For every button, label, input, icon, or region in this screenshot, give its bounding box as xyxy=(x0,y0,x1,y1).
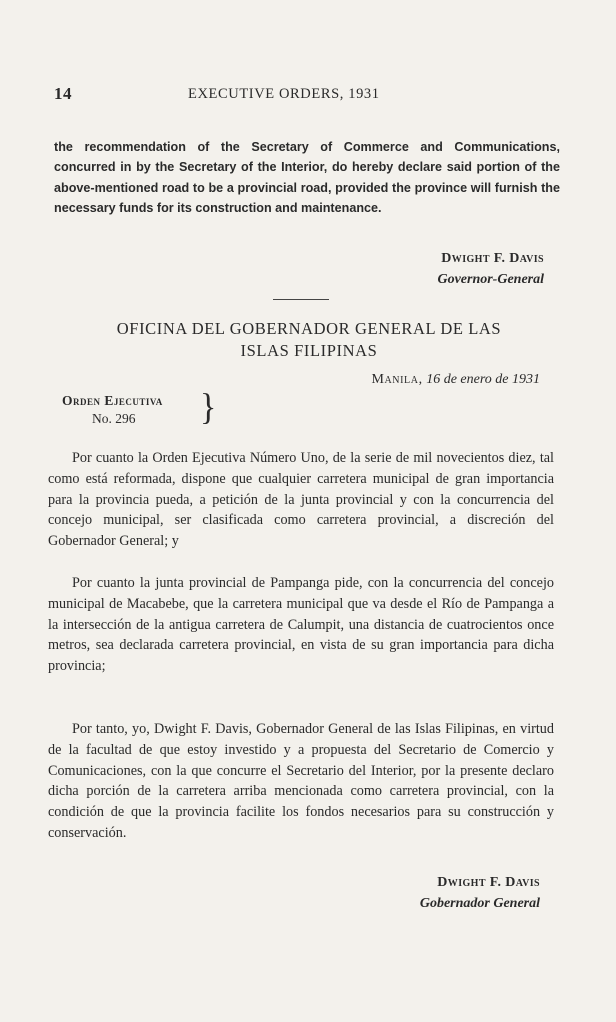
english-signature-name: Dwight F. Davis xyxy=(441,251,544,266)
page-number: 14 xyxy=(54,84,72,103)
place: Manila, xyxy=(371,372,423,387)
office-heading-line-1: OFICINA DEL GOBERNADOR GENERAL DE LAS xyxy=(116,319,502,338)
date: 16 de enero de 1931 xyxy=(426,372,540,387)
english-signature-title: Governor-General xyxy=(437,272,544,287)
order-brace: } xyxy=(200,387,217,428)
order-number: No. 296 xyxy=(92,411,136,426)
spanish-signature-title: Gobernador General xyxy=(419,896,540,911)
order-title: Orden Ejecutiva xyxy=(62,393,163,408)
english-paragraph: the recommendation of the Secretary of Commerce and Communications, concurred in by the Secretary of the Interior, do hereby declare said portion of the above-mentioned road to be a provincial road, provided the province will furnish the necessary funds for its construction and maintenance. xyxy=(54,139,560,216)
english-signature-block xyxy=(437,248,544,290)
office-heading xyxy=(54,318,564,362)
section-divider xyxy=(273,299,329,300)
spanish-signature-name: Dwight F. Davis xyxy=(437,875,540,890)
spanish-paragraph-1: Por cuanto la Orden Ejecutiva Número Uno, de la serie de mil novecientos diez, tal como está reformada, dispone que cualquier carretera municipal de gran importancia para la provincia pueda, a petición de la junta provincial y con la concurrencia del concejo municipal, ser clasificada como carretera provincial, a discreción del Gobernador General; y xyxy=(48,450,554,549)
order-label xyxy=(62,392,163,428)
running-title: EXECUTIVE ORDERS, 1931 xyxy=(188,86,380,102)
spanish-paragraph-3: Por tanto, yo, Dwight F. Davis, Gobernador General de las Islas Filipinas, en virtud de la facultad de que estoy investido y a propuesta del Secretario de Comercio y Comunicaciones, con la que concurre el Secretario del Interior, por la presente declaro dicha porción de la carretera arriba mencionada como carretera provincial, con la condición de que la provincia facilite los fondos necesarios para su construcción y conservación. xyxy=(48,721,554,841)
office-heading-line-2: ISLAS FILIPINAS xyxy=(240,341,378,360)
place-date xyxy=(371,372,540,388)
spanish-paragraph-2: Por cuanto la junta provincial de Pampanga pide, con la concurrencia del concejo municipal de Macabebe, que la carretera municipal que va desde el Río de Pampanga a la intersección de la antigua carretera de Calumpit, una distancia de cuatrocientos once metros, sea declarada carretera provincial, en vista de su gran importancia para dicha provincia; xyxy=(48,575,554,674)
running-head xyxy=(54,84,564,106)
spanish-signature-block xyxy=(420,872,540,914)
